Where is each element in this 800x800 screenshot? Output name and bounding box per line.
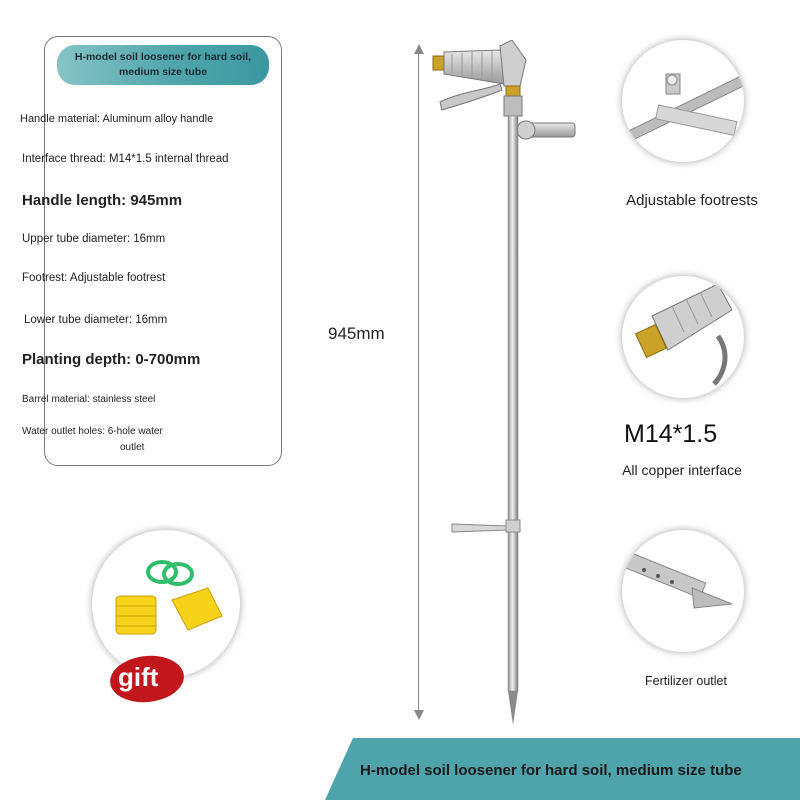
dimension-arrow-top (414, 44, 424, 54)
bottom-banner-text: H-model soil loosener for hard soil, medium size tube (360, 762, 742, 779)
spec-title: H-model soil loosener for hard soil, medium size tube (57, 45, 269, 85)
footrest-caption: Adjustable footrests (626, 192, 758, 209)
spec-footrest: Footrest: Adjustable footrest (22, 272, 166, 284)
gift-label: gift (118, 662, 159, 692)
interface-size-label: M14*1.5 (624, 420, 718, 448)
outlet-caption: Fertilizer outlet (645, 674, 727, 688)
interface-caption: All copper interface (622, 462, 742, 478)
footrest-detail-icon (622, 40, 744, 162)
dimension-label: 945mm (328, 324, 385, 343)
interface-detail-image (622, 276, 744, 398)
spec-water-outlet-cont: outlet (120, 442, 145, 453)
copper-interface-icon (622, 276, 744, 398)
gift-parts-icon (92, 530, 240, 678)
dimension-arrow-bottom (414, 710, 424, 720)
spec-handle-length: Handle length: 945mm (22, 192, 183, 209)
gift-image (92, 530, 240, 678)
spec-water-outlet: Water outlet holes: 6-hole water (22, 426, 163, 437)
dimension-line (418, 46, 419, 718)
spec-barrel-material: Barrel material: stainless steel (22, 394, 156, 405)
spec-interface-thread: Interface thread: M14*1.5 internal thread (22, 153, 229, 165)
spec-upper-tube: Upper tube diameter: 16mm (22, 233, 166, 245)
spec-lower-tube: Lower tube diameter: 16mm (24, 314, 168, 326)
outlet-detail-image (622, 530, 744, 652)
spec-handle-material: Handle material: Aluminum alloy handle (20, 113, 214, 125)
fertilizer-outlet-icon (622, 530, 744, 652)
footrest-detail-image (622, 40, 744, 162)
spec-planting-depth: Planting depth: 0-700mm (22, 351, 201, 368)
soil-loosener-illustration (430, 40, 590, 730)
